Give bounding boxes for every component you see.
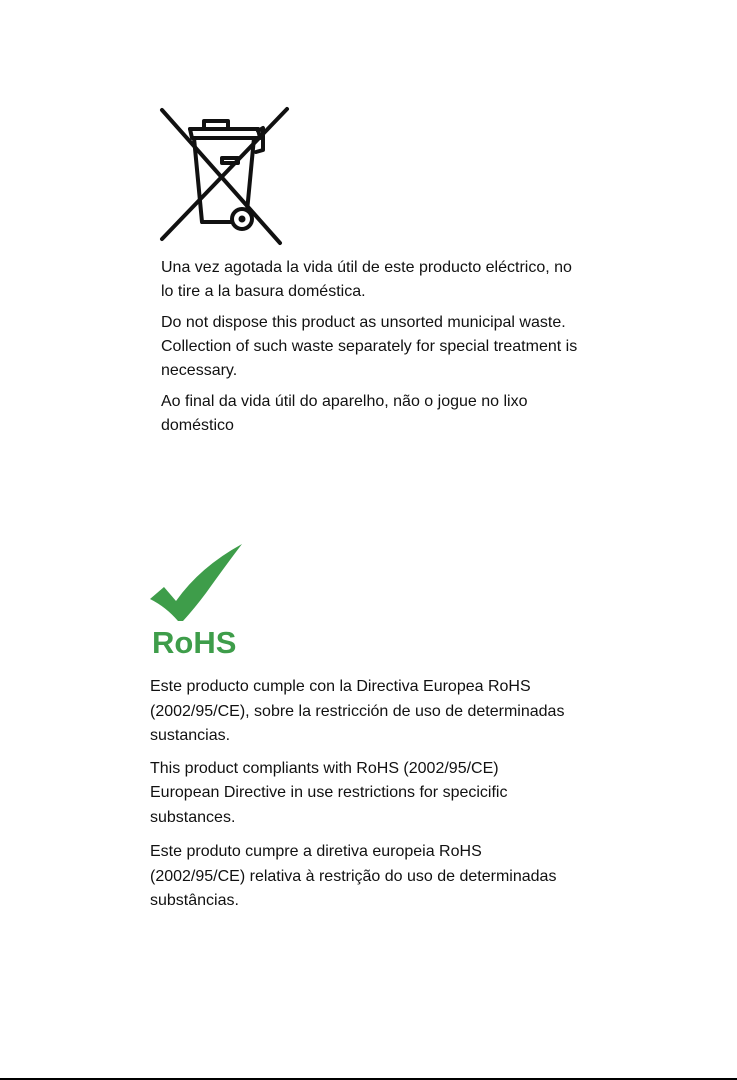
weee-disposal-notice xyxy=(161,256,581,445)
green-checkmark-icon xyxy=(148,543,246,621)
rohs-text-es: Este producto cumple con la Directiva Europea RoHS (2002/95/CE), sobre la restricción de uso de determinadas sustancias. xyxy=(150,678,565,744)
weee-text-es: Una vez agotada la vida útil de este producto eléctrico, no lo tire a la basura doméstica. xyxy=(161,259,572,300)
crossed-out-wheelie-bin-icon xyxy=(158,106,290,246)
rohs-text-pt: Este produto cumpre a diretiva europeia RoHS (2002/95/CE) relativa à restrição do uso de determinadas substâncias. xyxy=(150,843,557,909)
rohs-logo xyxy=(148,543,258,661)
rohs-text-en: This product compliants with RoHS (2002/95/CE) European Directive in use restrictions for specicific substances. xyxy=(150,759,508,826)
weee-text-en: Do not dispose this product as unsorted municipal waste. Collection of such waste separately for special treatment is necessary. xyxy=(161,314,578,379)
rohs-compliance-notice xyxy=(150,675,570,914)
rohs-logo-text: RoHS xyxy=(152,625,237,660)
weee-text-pt: Ao final da vida útil do aparelho, não o jogue no lixo doméstico xyxy=(161,393,528,434)
